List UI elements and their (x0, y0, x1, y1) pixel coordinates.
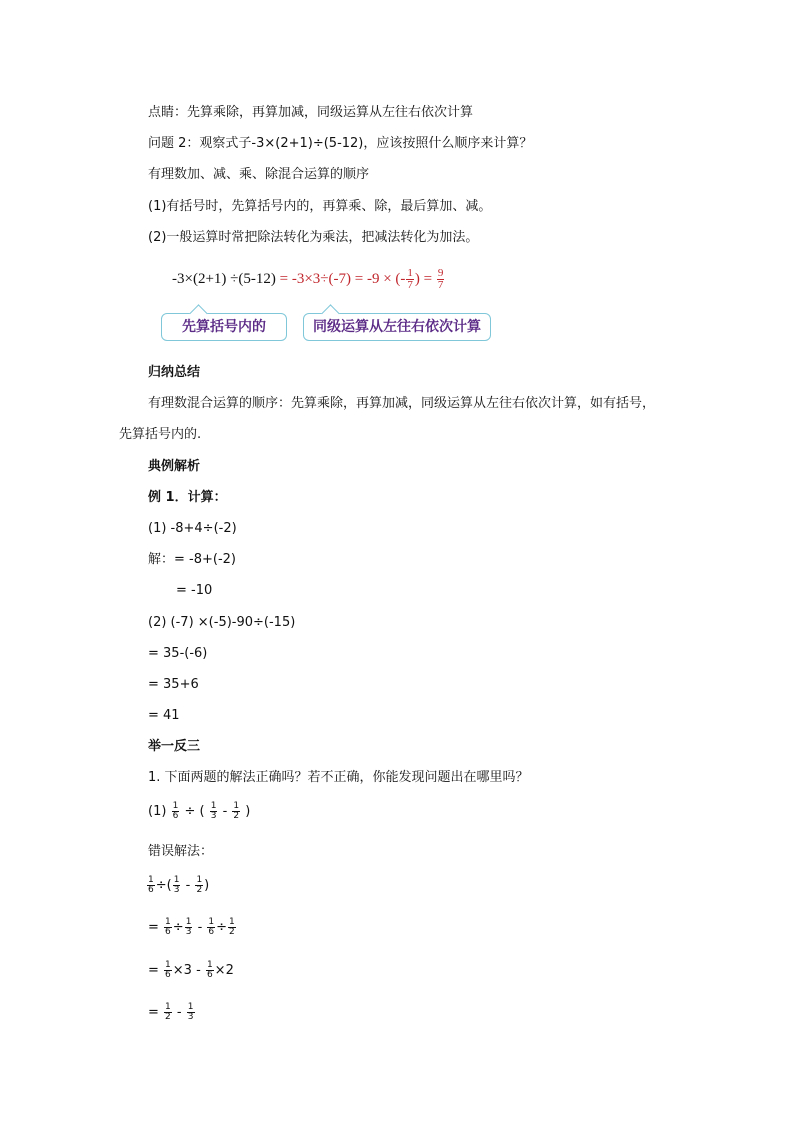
div-sign: ÷ (155, 878, 167, 893)
minus-sign: - (176, 1005, 182, 1020)
frac-num: 1 (185, 917, 192, 927)
frac-num: 1 (187, 1002, 194, 1012)
callout-text: 同级运算从左往右依次计算 (313, 319, 481, 335)
frac-den: 7 (407, 279, 413, 292)
rparen: ) (245, 804, 251, 819)
rule-2: (2)一般运算时常把除法转化为乘法，把减法转化为加法。 (148, 230, 479, 245)
formula-frac-2 (437, 268, 445, 291)
frac-1-2 (228, 918, 236, 937)
frac-den: 3 (210, 811, 217, 821)
frac-1-2 (232, 802, 240, 821)
frac-num: 1 (196, 875, 203, 885)
frac-1-6 (147, 876, 155, 895)
callout-text: 先算括号内的 (182, 319, 266, 335)
frac-den: 6 (165, 970, 171, 980)
question-2: 问题 2：观察式子-3×(2+1)÷(5-12)，应该按照什么顺序来计算？ (148, 136, 533, 151)
example-a2-step3: = 41 (148, 708, 180, 723)
lparen: ( (166, 878, 172, 893)
frac-1-2 (164, 1003, 172, 1022)
example-q2: (2) (-7) ×(-5)-90÷(-15) (148, 615, 296, 630)
frac-1-6 (164, 961, 172, 980)
practice-q1: 1. 下面两题的解法正确吗？若不正确，你能发现问题出在哪里吗？ (148, 770, 529, 785)
div-sign: ÷ (184, 804, 196, 819)
frac-den: 2 (165, 1012, 171, 1022)
practice-sub1 (148, 801, 250, 823)
example-1-label: 例 1．计算： (148, 490, 227, 505)
frac-den: 3 (187, 1012, 194, 1022)
frac-den: 7 (437, 279, 444, 292)
callout-brackets-first (161, 313, 287, 341)
frac-den: 2 (229, 927, 235, 937)
frac-num: 9 (437, 267, 444, 280)
frac-1-3 (173, 876, 181, 895)
frac-1-6 (164, 918, 172, 937)
formula-red-2: ) = (414, 271, 433, 287)
wrong-step-1 (148, 917, 237, 939)
frac-1-6 (206, 961, 214, 980)
times-2: ×2 (214, 963, 234, 978)
sub1-prefix: (1) (148, 804, 167, 819)
div-sign: ÷ (172, 920, 184, 935)
frac-num: 1 (206, 960, 213, 970)
frac-num: 1 (148, 875, 154, 885)
frac-1-3 (210, 802, 218, 821)
frac-den: 6 (148, 885, 154, 895)
frac-num: 1 (172, 801, 179, 811)
frac-1-6 (207, 918, 215, 937)
minus-sign: - (196, 963, 201, 978)
summary-line-1: 有理数混合运算的顺序：先算乘除，再算加减，同级运算从左往右依次计算，如有括号， (148, 396, 656, 411)
wrong-step-3 (148, 1002, 196, 1024)
frac-den: 2 (196, 885, 203, 895)
frac-1-3 (185, 918, 193, 937)
example-heading: 典例解析 (148, 459, 201, 474)
frac-num: 1 (407, 267, 413, 280)
minus-sign: - (222, 804, 228, 819)
frac-num: 1 (229, 917, 235, 927)
frac-1-3 (187, 1003, 195, 1022)
wrong-label: 错误解法： (148, 844, 214, 859)
frac-num: 1 (208, 917, 215, 927)
lparen: ( (199, 804, 205, 819)
wrong-step-2 (148, 960, 234, 982)
frac-num: 1 (165, 1002, 171, 1012)
frac-num: 1 (165, 960, 171, 970)
minus-sign: - (197, 920, 203, 935)
dianjing-line: 点睛：先算乘除，再算加减，同级运算从左往右依次计算 (148, 105, 474, 120)
example-a1-step1: 解：= -8+(-2) (148, 552, 236, 567)
times-3: ×3 (172, 963, 192, 978)
callout-left-to-right (303, 313, 491, 341)
frac-num: 1 (165, 917, 171, 927)
example-a2-step1: = 35-(-6) (148, 646, 208, 661)
rparen: ) (204, 878, 210, 893)
formula (172, 268, 445, 291)
frac-1-2 (195, 876, 203, 895)
summary-line-2: 先算括号内的. (119, 427, 202, 442)
frac-den: 6 (172, 811, 179, 821)
example-q1: (1) -8+4÷(-2) (148, 521, 237, 536)
practice-heading: 举一反三 (148, 739, 201, 754)
frac-den: 6 (208, 927, 215, 937)
formula-black: -3×(2+1) ÷(5-12) (172, 271, 276, 287)
example-a1-step2: = -10 (176, 583, 213, 598)
formula-red-1: = -3×3÷(-7) = -9 × (- (279, 271, 406, 287)
eq-sign: = (148, 1005, 159, 1020)
frac-den: 2 (233, 811, 240, 821)
example-a2-step2: = 35+6 (148, 677, 199, 692)
frac-num: 1 (173, 875, 180, 885)
div-sign: ÷ (216, 920, 228, 935)
frac-den: 6 (206, 970, 213, 980)
frac-den: 3 (185, 927, 192, 937)
order-title: 有理数加、减、乘、除混合运算的顺序 (148, 167, 370, 182)
minus-sign: - (185, 878, 191, 893)
summary-heading: 归纳总结 (148, 365, 201, 380)
frac-num: 1 (210, 801, 217, 811)
eq-sign: = (148, 920, 159, 935)
wrong-step-0 (146, 875, 209, 897)
eq-sign: = (148, 963, 159, 978)
frac-den: 6 (165, 927, 171, 937)
frac-1-6 (172, 802, 180, 821)
rule-1: (1)有括号时，先算括号内的，再算乘、除，最后算加、减。 (148, 199, 492, 214)
frac-num: 1 (233, 801, 240, 811)
formula-frac-1 (406, 268, 414, 291)
frac-den: 3 (173, 885, 180, 895)
